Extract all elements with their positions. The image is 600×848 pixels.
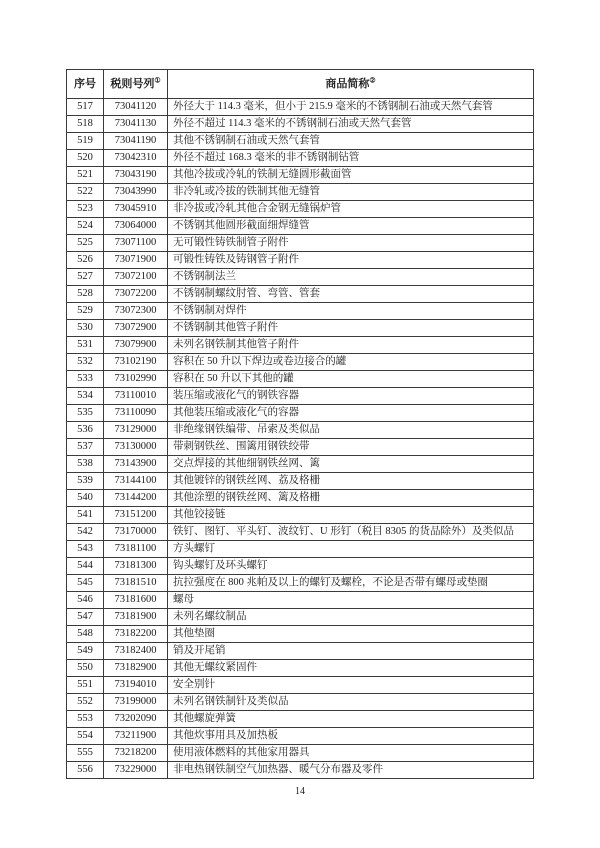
serial-number-cell: 519	[67, 133, 104, 150]
serial-number-cell: 528	[67, 286, 104, 303]
table-row	[67, 626, 534, 643]
tariff-code-cell: 73199000	[104, 694, 168, 711]
tariff-code-cell: 73202090	[104, 711, 168, 728]
tariff-code-cell: 73229000	[104, 762, 168, 779]
product-name-cell: 非电热钢铁制空气加热器、暖气分布器及零件	[168, 762, 534, 779]
table-row	[67, 660, 534, 677]
product-name-cell: 其他装压缩或液化气的容器	[168, 405, 534, 422]
header-serial-number	[67, 70, 104, 99]
product-name-cell: 非冷轧或冷拔的铁制其他无缝管	[168, 184, 534, 201]
table-row	[67, 252, 534, 269]
product-name-cell: 非绝缘钢铁编带、吊索及类似品	[168, 422, 534, 439]
table-row	[67, 201, 534, 218]
tariff-code-cell: 73181300	[104, 558, 168, 575]
table-row	[67, 320, 534, 337]
product-name-cell: 容积在 50 升以下其他的罐	[168, 371, 534, 388]
serial-number-cell: 548	[67, 626, 104, 643]
product-name-cell: 无可锻性铸铁制管子附件	[168, 235, 534, 252]
header-tariff-code-label: 税则号列	[110, 78, 155, 90]
tariff-code-cell: 73182200	[104, 626, 168, 643]
tariff-code-cell: 73181100	[104, 541, 168, 558]
serial-number-cell: 530	[67, 320, 104, 337]
tariff-code-cell: 73151200	[104, 507, 168, 524]
serial-number-cell: 523	[67, 201, 104, 218]
serial-number-cell: 522	[67, 184, 104, 201]
serial-number-cell: 529	[67, 303, 104, 320]
table-row	[67, 354, 534, 371]
footnote-marker-1: ①	[154, 76, 161, 85]
serial-number-cell: 553	[67, 711, 104, 728]
serial-number-cell: 521	[67, 167, 104, 184]
tariff-code-cell: 73072900	[104, 320, 168, 337]
tariff-code-cell: 73042310	[104, 150, 168, 167]
product-name-cell: 外径大于 114.3 毫米，但小于 215.9 毫米的不锈钢制石油或天然气套管	[168, 99, 534, 116]
serial-number-cell: 538	[67, 456, 104, 473]
tariff-code-cell: 73130000	[104, 439, 168, 456]
serial-number-cell: 524	[67, 218, 104, 235]
tariff-code-cell: 73211900	[104, 728, 168, 745]
product-name-cell: 螺母	[168, 592, 534, 609]
tariff-code-cell: 73181900	[104, 609, 168, 626]
tariff-code-cell: 73110010	[104, 388, 168, 405]
product-name-cell: 外径不超过 168.3 毫米的非不锈钢制钻管	[168, 150, 534, 167]
table-row	[67, 99, 534, 116]
table-row	[67, 473, 534, 490]
tariff-code-cell: 73110090	[104, 405, 168, 422]
product-name-cell: 可锻性铸铁及铸钢管子附件	[168, 252, 534, 269]
table-row	[67, 303, 534, 320]
serial-number-cell: 525	[67, 235, 104, 252]
product-name-cell: 不锈钢制螺纹肘管、弯管、管套	[168, 286, 534, 303]
serial-number-cell: 542	[67, 524, 104, 541]
product-name-cell: 销及开尾销	[168, 643, 534, 660]
product-name-cell: 其他垫圈	[168, 626, 534, 643]
tariff-code-cell: 73143900	[104, 456, 168, 473]
table-row	[67, 524, 534, 541]
serial-number-cell: 549	[67, 643, 104, 660]
header-serial-number-label: 序号	[74, 78, 96, 90]
product-name-cell: 使用液体燃料的其他家用器具	[168, 745, 534, 762]
tariff-code-cell: 73182400	[104, 643, 168, 660]
table-row	[67, 643, 534, 660]
table-row	[67, 422, 534, 439]
serial-number-cell: 517	[67, 99, 104, 116]
product-name-cell: 未列名钢铁制针及类似品	[168, 694, 534, 711]
table-row	[67, 218, 534, 235]
tariff-code-cell: 73041130	[104, 116, 168, 133]
page-number: 14	[295, 786, 305, 797]
table-row	[67, 269, 534, 286]
serial-number-cell: 531	[67, 337, 104, 354]
serial-number-cell: 555	[67, 745, 104, 762]
tariff-code-cell: 73181600	[104, 592, 168, 609]
header-tariff-code	[104, 70, 168, 99]
product-name-cell: 其他螺旋弹簧	[168, 711, 534, 728]
product-name-cell: 其他冷拔或冷轧的铁制无缝圆形截面管	[168, 167, 534, 184]
serial-number-cell: 540	[67, 490, 104, 507]
product-name-cell: 其他铰接链	[168, 507, 534, 524]
table-row	[67, 184, 534, 201]
table-row	[67, 286, 534, 303]
tariff-code-cell: 73144200	[104, 490, 168, 507]
table-row	[67, 133, 534, 150]
serial-number-cell: 543	[67, 541, 104, 558]
product-name-cell: 方头螺钉	[168, 541, 534, 558]
product-name-cell: 安全别针	[168, 677, 534, 694]
table-row	[67, 439, 534, 456]
product-name-cell: 不锈钢其他圆形截面细焊缝管	[168, 218, 534, 235]
table-row	[67, 745, 534, 762]
product-name-cell: 非冷拔或冷轧其他合金钢无缝锅炉管	[168, 201, 534, 218]
tariff-code-cell: 73041190	[104, 133, 168, 150]
product-name-cell: 其他涂塑的钢铁丝网、篱及格栅	[168, 490, 534, 507]
serial-number-cell: 533	[67, 371, 104, 388]
table-row	[67, 728, 534, 745]
serial-number-cell: 532	[67, 354, 104, 371]
product-name-cell: 其他镀锌的钢铁丝网、荔及格栅	[168, 473, 534, 490]
serial-number-cell: 546	[67, 592, 104, 609]
product-name-cell: 未列名钢铁制其他管子附件	[168, 337, 534, 354]
table-row	[67, 167, 534, 184]
table-row	[67, 609, 534, 626]
product-name-cell: 其他无螺纹紧固件	[168, 660, 534, 677]
serial-number-cell: 544	[67, 558, 104, 575]
product-name-cell: 其他不锈钢制石油或天然气套管	[168, 133, 534, 150]
product-name-cell: 钩头螺钉及环头螺钉	[168, 558, 534, 575]
product-name-cell: 铁钉、图钉、平头钉、波纹钉、U 形钉（税目 8305 的货品除外）及类似品	[168, 524, 534, 541]
serial-number-cell: 541	[67, 507, 104, 524]
table-row	[67, 116, 534, 133]
serial-number-cell: 526	[67, 252, 104, 269]
product-name-cell: 不锈钢制其他管子附件	[168, 320, 534, 337]
product-name-cell: 未列名螺纹制品	[168, 609, 534, 626]
product-name-cell: 容积在 50 升以下焊边或卷边接合的罐	[168, 354, 534, 371]
tariff-code-cell: 73194010	[104, 677, 168, 694]
product-name-cell: 其他炊事用具及加热板	[168, 728, 534, 745]
serial-number-cell: 536	[67, 422, 104, 439]
tariff-code-cell: 73170000	[104, 524, 168, 541]
serial-number-cell: 527	[67, 269, 104, 286]
product-name-cell: 外径不超过 114.3 毫米的不锈钢制石油或天然气套管	[168, 116, 534, 133]
table-row	[67, 677, 534, 694]
serial-number-cell: 545	[67, 575, 104, 592]
tariff-code-cell: 73129000	[104, 422, 168, 439]
serial-number-cell: 537	[67, 439, 104, 456]
table-row	[67, 541, 534, 558]
serial-number-cell: 539	[67, 473, 104, 490]
header-product-name-label: 商品简称	[325, 78, 370, 90]
tariff-code-cell: 73181510	[104, 575, 168, 592]
table-row	[67, 507, 534, 524]
serial-number-cell: 554	[67, 728, 104, 745]
header-product-name	[168, 70, 534, 99]
table-row	[67, 337, 534, 354]
table-row	[67, 490, 534, 507]
table-row	[67, 575, 534, 592]
tariff-code-cell: 73045910	[104, 201, 168, 218]
table-row	[67, 405, 534, 422]
tariff-code-cell: 73064000	[104, 218, 168, 235]
tariff-code-cell: 73072100	[104, 269, 168, 286]
tariff-code-cell: 73182900	[104, 660, 168, 677]
tariff-code-cell: 73071900	[104, 252, 168, 269]
table-row	[67, 456, 534, 473]
product-name-cell: 不锈钢制对焊件	[168, 303, 534, 320]
serial-number-cell: 547	[67, 609, 104, 626]
tariff-code-cell: 73043990	[104, 184, 168, 201]
table-row	[67, 371, 534, 388]
tariff-code-cell: 73072200	[104, 286, 168, 303]
table-row	[67, 762, 534, 779]
serial-number-cell: 552	[67, 694, 104, 711]
serial-number-cell: 534	[67, 388, 104, 405]
product-name-cell: 交点焊接的其他细钢铁丝网、篱	[168, 456, 534, 473]
table-body	[67, 99, 534, 779]
serial-number-cell: 550	[67, 660, 104, 677]
table-row	[67, 711, 534, 728]
tariff-code-cell: 73102190	[104, 354, 168, 371]
table-row	[67, 558, 534, 575]
serial-number-cell: 518	[67, 116, 104, 133]
table-row	[67, 592, 534, 609]
tariff-code-cell: 73071100	[104, 235, 168, 252]
table-row	[67, 694, 534, 711]
tariff-code-cell: 73043190	[104, 167, 168, 184]
product-name-cell: 抗拉强度在 800 兆帕及以上的螺钉及螺栓，不论是否带有螺母或垫圈	[168, 575, 534, 592]
product-name-cell: 不锈钢制法兰	[168, 269, 534, 286]
serial-number-cell: 551	[67, 677, 104, 694]
tariff-code-cell: 73144100	[104, 473, 168, 490]
table-header-row	[67, 70, 534, 99]
product-name-cell: 带刺钢铁丝、围篱用钢铁绞带	[168, 439, 534, 456]
serial-number-cell: 556	[67, 762, 104, 779]
tariff-code-cell: 73102990	[104, 371, 168, 388]
tariff-code-cell: 73072300	[104, 303, 168, 320]
table-row	[67, 388, 534, 405]
tariff-code-cell: 73079900	[104, 337, 168, 354]
serial-number-cell: 535	[67, 405, 104, 422]
table-row	[67, 235, 534, 252]
serial-number-cell: 520	[67, 150, 104, 167]
product-name-cell: 装压缩或液化气的钢铁容器	[168, 388, 534, 405]
footnote-marker-2: ②	[369, 76, 376, 85]
tariff-code-cell: 73041120	[104, 99, 168, 116]
table-row	[67, 150, 534, 167]
tariff-code-cell: 73218200	[104, 745, 168, 762]
tariff-table	[66, 69, 534, 779]
